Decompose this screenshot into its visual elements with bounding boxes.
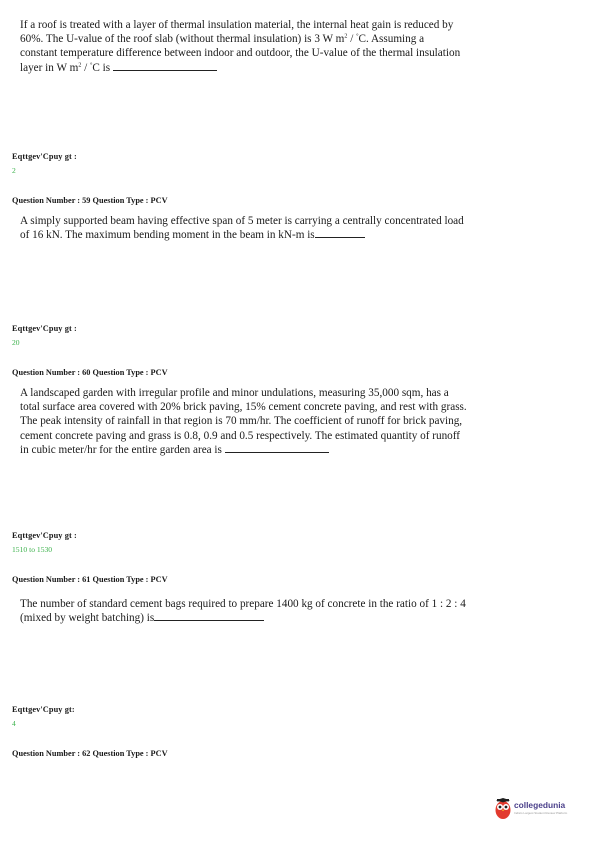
q58-line-3: constant temperature difference between indoor and outdoor, the U-value of the thermal insulation — [20, 47, 461, 60]
correct-answer-value: 2 — [12, 166, 16, 175]
correct-answer-value: 20 — [12, 338, 20, 347]
question-line: in cubic meter/hr for the entire garden area is — [20, 443, 536, 457]
question-line: The number of standard cement bags required to prepare 1400 kg of concrete in the ratio of 1 : 2 : 4 — [20, 598, 466, 610]
correct-answer-label: Eqttgev'Cpuy gt : — [12, 152, 77, 161]
q58-line-2: 60%. The U-value of the roof slab (without thermal insulation) is 3 W $m^2 / ^\circ C$. Assuming a — [20, 33, 425, 46]
question-line: cement concrete paving and grass is 0.8, 0.9 and 0.5 respectively. The estimated quantity of runoff — [20, 429, 461, 442]
q58-line-1: If a roof is treated with a layer of thermal insulation material, the internal heat gain is reduced by — [20, 19, 454, 31]
question-60-text — [20, 386, 536, 457]
logo-name: collegedunia — [514, 800, 566, 810]
correct-answer-label: Eqttgev'Cpuy gt : — [12, 324, 77, 333]
question-line: A simply supported beam having effective span of 5 meter is carrying a centrally concentrated load — [20, 215, 464, 227]
answer-blank — [225, 443, 329, 453]
question-61-text — [20, 597, 536, 625]
correct-answer-value: 1510 to 1530 — [12, 545, 53, 554]
question-header: Question Number : 62 Question Type : PCV — [12, 749, 168, 758]
answer-blank — [315, 228, 365, 238]
question-header: Question Number : 60 Question Type : PCV — [12, 368, 168, 377]
logo-tagline: India's Largest Student Review Platform — [514, 811, 568, 815]
question-line: of 16 kN. The maximum bending moment in the beam in kN-m is — [20, 228, 536, 242]
question-line: (mixed by weight batching) is — [20, 611, 536, 625]
question-line: A landscaped garden with irregular profile and minor undulations, measuring 35,000 sqm, has a — [20, 387, 449, 399]
correct-answer-value: 4 — [12, 719, 16, 728]
question-line: total surface area covered with 20% brick paving, 15% cement concrete paving, and rest with grass. — [20, 401, 467, 414]
correct-answer-label: Eqttgev'Cpuy gt: — [12, 705, 75, 714]
question-58-text — [20, 18, 536, 75]
correct-answer-label: Eqttgev'Cpuy gt : — [12, 531, 77, 540]
question-line: The peak intensity of rainfall in that region is 70 mm/hr. The coefficient of runoff for brick paving, — [20, 415, 463, 428]
question-59-text — [20, 214, 536, 242]
question-header: Question Number : 61 Question Type : PCV — [12, 575, 168, 584]
question-header: Question Number : 59 Question Type : PCV — [12, 196, 168, 205]
answer-blank — [154, 611, 264, 621]
answer-blank — [113, 61, 217, 71]
q58-line-4: layer in W $m^2 / ^\circ C$ is — [20, 61, 536, 75]
collegedunia-logo — [494, 796, 584, 822]
owl-logo-icon — [494, 798, 512, 820]
